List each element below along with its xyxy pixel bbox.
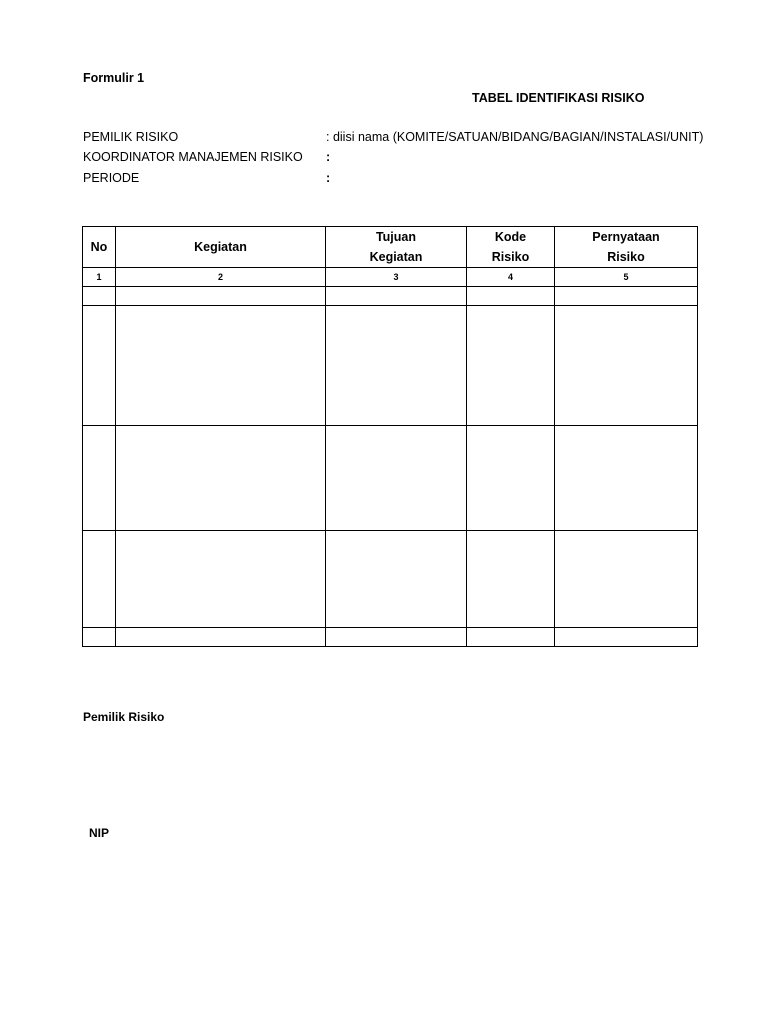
table-cell[interactable] — [467, 287, 555, 306]
signature-nip-label: NIP — [89, 826, 110, 840]
table-cell[interactable] — [83, 531, 116, 628]
table-row — [83, 531, 698, 628]
meta-value-period: : — [326, 171, 331, 185]
table-cell[interactable] — [116, 426, 326, 531]
table-cell[interactable] — [326, 628, 467, 647]
table-cell[interactable] — [467, 531, 555, 628]
meta-value-risk-owner: : diisi nama (KOMITE/SATUAN/BIDANG/BAGIAN/INSTALASI/UNIT) — [326, 130, 704, 144]
signature-owner-label: Pemilik Risiko — [83, 710, 165, 724]
meta-label-risk-owner: PEMILIK RISIKO — [83, 130, 179, 144]
form-label: Formulir 1 — [83, 71, 145, 85]
header-kegiatan: Kegiatan — [116, 227, 326, 268]
table-cell[interactable] — [326, 306, 467, 426]
column-number: 2 — [116, 268, 326, 287]
table-cell[interactable] — [116, 628, 326, 647]
table-cell[interactable] — [326, 287, 467, 306]
header-kode-risiko: Kode Risiko — [467, 227, 555, 268]
meta-label-coordinator: KOORDINATOR MANAJEMEN RISIKO — [83, 150, 303, 164]
table-cell[interactable] — [555, 287, 698, 306]
header-pernyataan-risiko: Pernyataan Risiko — [555, 227, 698, 268]
table-cell[interactable] — [83, 287, 116, 306]
table-cell[interactable] — [83, 426, 116, 531]
table-cell[interactable] — [467, 628, 555, 647]
table-cell[interactable] — [555, 426, 698, 531]
column-number: 1 — [83, 268, 116, 287]
header-tujuan-kegiatan: Tujuan Kegiatan — [326, 227, 467, 268]
table-cell[interactable] — [555, 306, 698, 426]
table-header-row — [83, 227, 698, 268]
header-no: No — [83, 227, 116, 268]
table-cell[interactable] — [555, 531, 698, 628]
table-cell[interactable] — [83, 628, 116, 647]
column-number: 5 — [555, 268, 698, 287]
table-cell[interactable] — [467, 426, 555, 531]
column-number: 4 — [467, 268, 555, 287]
table-cell[interactable] — [467, 306, 555, 426]
table-row — [83, 306, 698, 426]
table-cell[interactable] — [116, 306, 326, 426]
table-cell[interactable] — [555, 628, 698, 647]
page-title: TABEL IDENTIFIKASI RISIKO — [472, 91, 645, 105]
table-row — [83, 628, 698, 647]
table-row — [83, 426, 698, 531]
table-cell[interactable] — [326, 426, 467, 531]
table-row — [83, 287, 698, 306]
table-cell[interactable] — [116, 287, 326, 306]
meta-value-coordinator: : — [326, 150, 331, 164]
column-number-row — [83, 268, 698, 287]
meta-label-period: PERIODE — [83, 171, 140, 185]
table-cell[interactable] — [326, 531, 467, 628]
risk-identification-table — [82, 226, 698, 647]
table-cell[interactable] — [83, 306, 116, 426]
column-number: 3 — [326, 268, 467, 287]
table-cell[interactable] — [116, 531, 326, 628]
